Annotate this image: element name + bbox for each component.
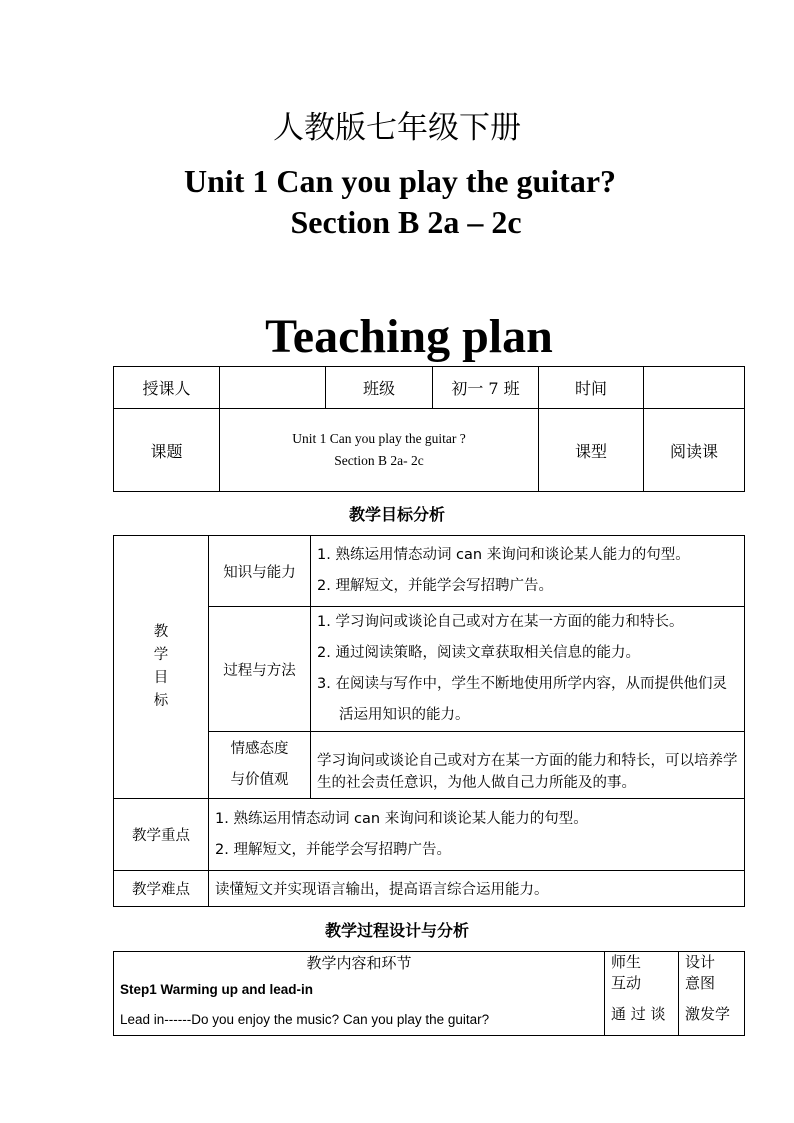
knowledge-label: 知识与能力 [209, 536, 311, 607]
class-value: 初一 7 班 [433, 367, 539, 409]
knowledge-row [114, 536, 745, 607]
topic-label: 课题 [114, 409, 220, 492]
teaching-plan-title: Teaching plan [265, 310, 553, 363]
emotion-row [114, 732, 745, 799]
process-table [113, 951, 745, 1036]
class-label: 班级 [326, 367, 433, 409]
content-header: 教学内容和环节 [306, 954, 412, 972]
knowledge-content [311, 536, 745, 607]
key-point-item: 2. 理解短文，并能学会写招聘广告。 [215, 841, 451, 858]
objectives-caption: 教学目标分析 [348, 505, 445, 524]
process-item: 2. 通过阅读策略，阅读文章获取相关信息的能力。 [317, 645, 640, 661]
process-content-cell [114, 952, 605, 1036]
section-title: Section B 2a – 2c [290, 204, 522, 240]
type-label: 课型 [539, 409, 644, 492]
design-intent-cell: 设计 意图 激发学 [679, 952, 745, 1036]
info-row-2 [114, 409, 745, 492]
difficulty-label: 教学难点 [114, 871, 209, 907]
emotion-content: 学习询问或谈论自己或对方在某一方面的能力和特长，可以培养学生的社会责任意识，为他人做自己力所能及的事。 [311, 732, 745, 799]
process-row [114, 607, 745, 732]
key-points-label: 教学重点 [114, 799, 209, 871]
time-value [644, 367, 745, 409]
interaction-cell: 师生 互动 通 过 谈 [605, 952, 679, 1036]
topic-value [220, 409, 539, 492]
teacher-value [220, 367, 326, 409]
info-table [113, 366, 745, 492]
emotion-label: 情感态度 与价值观 [209, 732, 311, 799]
knowledge-item: 2. 理解短文，并能学会写招聘广告。 [317, 578, 553, 594]
process-content [311, 607, 745, 732]
key-points-content [209, 799, 745, 871]
topic-line-1: Unit 1 Can you play the guitar ? [292, 431, 466, 446]
time-label: 时间 [539, 367, 644, 409]
process-item: 3. 在阅读与写作中，学生不断地使用所学内容，从而提供他们灵活运用知识的能力。 [317, 676, 727, 723]
process-item: 1. 学习询问或谈论自己或对方在某一方面的能力和特长。 [317, 614, 684, 630]
process-row-1 [114, 952, 745, 1036]
objectives-group-label: 教 学 目 标 [114, 536, 209, 799]
key-point-item: 1. 熟练运用情态动词 can 来询问和谈论某人能力的句型。 [215, 810, 588, 827]
type-value: 阅读课 [644, 409, 745, 492]
topic-line-2: Section B 2a- 2c [334, 453, 424, 468]
textbook-title: 人教版七年级下册 [273, 110, 521, 146]
difficulty-row [114, 871, 745, 907]
lead-in-text: Lead in------Do you enjoy the music? Can you play the guitar? [120, 1012, 490, 1027]
key-points-row [114, 799, 745, 871]
difficulty-content: 读懂短文并实现语言输出，提高语言综合运用能力。 [209, 871, 745, 907]
info-row-1 [114, 367, 745, 409]
process-caption: 教学过程设计与分析 [324, 921, 469, 940]
unit-title: Unit 1 Can you play the guitar? [183, 163, 617, 199]
teacher-label: 授课人 [114, 367, 220, 409]
objectives-table [113, 535, 745, 907]
step1-heading: Step1 Warming up and lead-in [120, 982, 314, 997]
process-label: 过程与方法 [209, 607, 311, 732]
knowledge-item: 1. 熟练运用情态动词 can 来询问和谈论某人能力的句型。 [317, 547, 690, 563]
